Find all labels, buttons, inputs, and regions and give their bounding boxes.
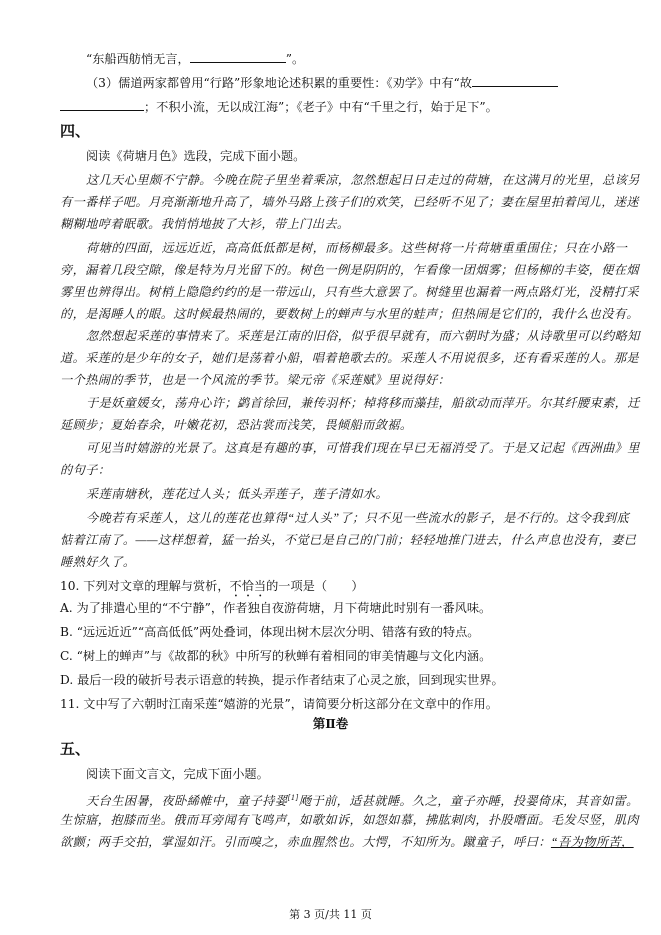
answer-blank[interactable] <box>190 50 286 63</box>
passage-line: 延顾步；夏始春余，叶嫩花初，恐沾裳而浅笑，畏倾船而敛裾。 <box>60 418 413 432</box>
section-intro: 阅读下面文言文，完成下面小题。 <box>86 767 269 781</box>
fill-in-line-1 <box>86 50 605 67</box>
emphasis-text: 不恰当 <box>229 579 267 593</box>
question-text: （3）儒道两家都曾用“行路”形象地论述积累的重要性：《劝学》中有“故 <box>86 76 472 90</box>
passage-line: 旁，漏着几段空隙，像是特为月光留下的。树色一例是阴阴的，乍看像一团烟雾；但杨柳的丰姿，便在烟 <box>60 263 640 277</box>
passage-text: 天台生困暑，夜卧絺帷中，童子持翣 <box>86 794 288 809</box>
question-11: 11. 文中写了六朝时江南采莲“嬉游的光景”，请简要分析这部分在文章中的作用。 <box>60 697 498 711</box>
passage-line: 道。采莲的是少年的女子，她们是荡着小船，唱着艳歌去的。采莲人不用说很多，还有看采莲的人。那是 <box>60 351 640 365</box>
question-text: ；不积小流，无以成江海”；《老子》中有“千里之行，始于足下”。 <box>144 100 498 114</box>
passage-text: 欲颤；两手交拍，掌湿如汗。引而嗅之，赤血腥然也。大愕，不知所为。蹴童子，呼曰： <box>60 835 551 849</box>
passage-line: 的句子： <box>60 463 111 477</box>
passage-line: 一个热闹的季节，也是一个风流的季节。梁元帝《采莲赋》里说得好： <box>60 373 451 387</box>
answer-blank[interactable] <box>60 98 144 111</box>
section-heading-5: 五、 <box>60 740 91 758</box>
passage-line: 今晚若有采莲人，这儿的莲花也算得“过人头”了；只不见一些流水的影子，是不行的。这令我到底 <box>86 511 630 525</box>
passage-line: 荷塘的四面，远远近近，高高低低都是树，而杨柳最多。这些树将一片荷塘重重围住；只在小路一 <box>86 241 628 255</box>
passage-line: 这几天心里颇不宁静。今晚在院子里坐着乘凉，忽然想起日日走过的荷塘，在这满月的光里，总该另 <box>86 173 640 187</box>
option-d[interactable]: D. 最后一段的破折号表示语意的转换，提示作者结束了心灵之旅，回到现实世界。 <box>60 673 504 687</box>
classical-passage-line: 生惊寤，抱膝而坐。俄而耳旁闻有飞鸣声，如歌如诉，如怨如慕，拂肱刺肉，扑股噆面。毛发尽竖，肌肉 <box>60 813 640 827</box>
fill-text: ”。 <box>285 52 305 66</box>
page-footer: 第 3 页/共 11 页 <box>289 908 372 921</box>
question-10 <box>60 578 605 600</box>
passage-line: 的，是渴睡人的眼。这时候最热闹的，要数树上的蝉声与水里的蛙声；但热闹是它们的，我什么也没有。 <box>60 307 640 321</box>
option-b[interactable]: B. “远远近近”“高高低低”两处叠词，体现出树木层次分明、错落有致的特点。 <box>60 625 480 639</box>
passage-line: 可见当时嬉游的光景了。这真是有趣的事，可惜我们现在早已无福消受了。于是又记起《西洲曲》里 <box>86 441 640 455</box>
passage-line: 雾里也辨得出。树梢上隐隐约约的是一带远山，只有些大意罢了。树缝里也漏着一两点路灯光，没精打采 <box>60 285 640 299</box>
passage-line: 于是妖童媛女，荡舟心许；鹢首徐回，兼传羽杯；棹将移而藻挂，船欲动而萍开。尔其纤腰束素，迁 <box>86 396 640 410</box>
question-text: 10. 下列对文章的理解与赏析， <box>60 579 230 593</box>
footnote-marker[interactable]: [1] <box>287 793 299 802</box>
passage-line: 有一番样子吧。月亮渐渐地升高了，墙外马路上孩子们的欢笑，已经听不见了；妻在屋里拍着闰儿，迷迷 <box>60 195 640 209</box>
passage-line: 忽然想起采莲的事情来了。采莲是江南的旧俗，似乎很早就有，而六朝时为盛；从诗歌里可以约略知 <box>86 329 640 343</box>
passage-line: 采莲南塘秋，莲花过人头；低头弄莲子，莲子清如水。 <box>86 487 389 501</box>
answer-blank[interactable] <box>472 74 558 87</box>
option-a[interactable]: A. 为了排遣心里的“不宁静”，作者独自夜游荷塘，月下荷塘此时别有一番风味。 <box>60 601 492 615</box>
passage-text: 飏于前，适甚就睡。久之，童子亦睡，投翣倚床，其音如雷。 <box>298 794 639 809</box>
question-3-line-2 <box>60 98 605 115</box>
passage-line: 惦着江南了。——这样想着，猛一抬头，不觉已是自己的门前；轻轻地推门进去，什么声息也没有，妻已 <box>60 533 637 547</box>
underlined-text: “吾为物所苦， <box>550 835 634 849</box>
classical-passage-line <box>86 790 639 809</box>
question-3-line <box>86 74 605 91</box>
classical-passage-line <box>60 834 634 850</box>
question-text: 的一项是（ ） <box>266 579 364 593</box>
volume-heading: 第Ⅱ卷 <box>312 716 349 731</box>
passage-line: 睡熟好久了。 <box>60 555 136 569</box>
passage-line: 糊糊地哼着眠歌。我悄悄地披了大衫，带上门出去。 <box>60 217 350 231</box>
option-c[interactable]: C. “树上的蝉声”与《故都的秋》中所写的秋蝉有着相同的审美情趣与文化内涵。 <box>60 649 492 663</box>
section-heading-4: 四、 <box>60 122 91 140</box>
fill-text: “东船西舫悄无言， <box>86 52 190 66</box>
section-intro: 阅读《荷塘月色》选段，完成下面小题。 <box>86 149 306 163</box>
